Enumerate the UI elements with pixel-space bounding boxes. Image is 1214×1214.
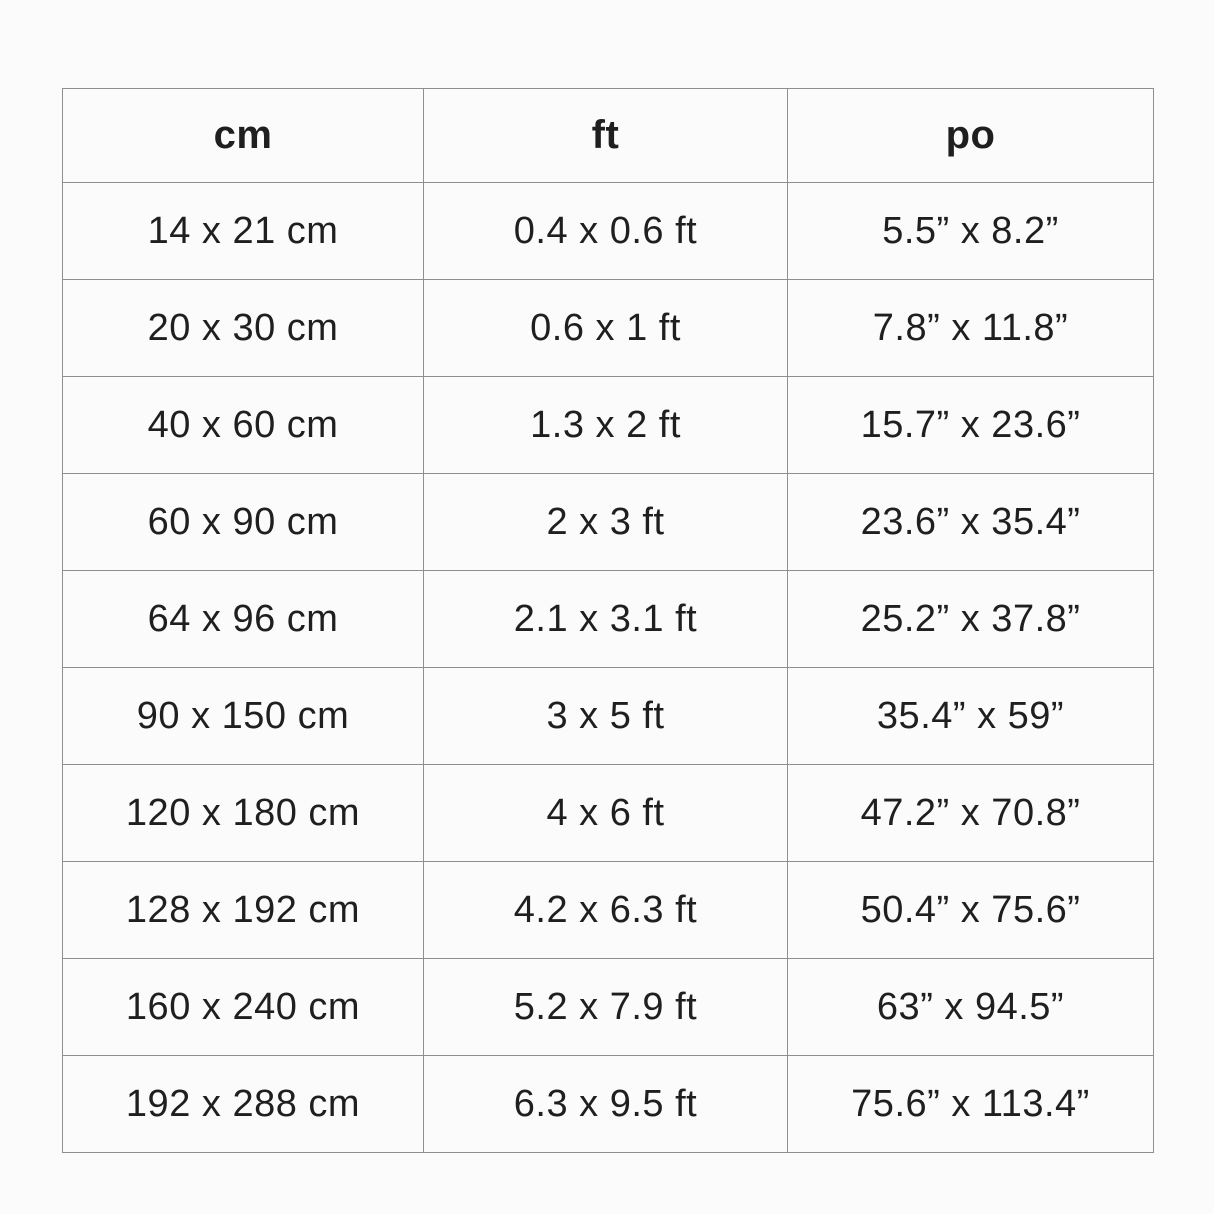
cell-ft: 4 x 6 ft	[424, 765, 788, 862]
table-row	[63, 474, 1154, 571]
cell-ft: 1.3 x 2 ft	[424, 377, 788, 474]
table-row	[63, 765, 1154, 862]
cell-ft: 0.4 x 0.6 ft	[424, 183, 788, 280]
table-row	[63, 862, 1154, 959]
cell-po: 47.2” x 70.8”	[788, 765, 1154, 862]
cell-cm: 20 x 30 cm	[63, 280, 424, 377]
table-row	[63, 959, 1154, 1056]
cell-cm: 64 x 96 cm	[63, 571, 424, 668]
cell-ft: 3 x 5 ft	[424, 668, 788, 765]
cell-ft: 2 x 3 ft	[424, 474, 788, 571]
cell-cm: 40 x 60 cm	[63, 377, 424, 474]
header-row	[63, 89, 1154, 183]
column-header-po: po	[788, 89, 1154, 183]
table-row	[63, 280, 1154, 377]
cell-po: 7.8” x 11.8”	[788, 280, 1154, 377]
cell-po: 25.2” x 37.8”	[788, 571, 1154, 668]
cell-po: 35.4” x 59”	[788, 668, 1154, 765]
cell-cm: 192 x 288 cm	[63, 1056, 424, 1153]
cell-ft: 6.3 x 9.5 ft	[424, 1056, 788, 1153]
cell-cm: 128 x 192 cm	[63, 862, 424, 959]
cell-po: 23.6” x 35.4”	[788, 474, 1154, 571]
cell-ft: 4.2 x 6.3 ft	[424, 862, 788, 959]
table-row	[63, 571, 1154, 668]
cell-cm: 120 x 180 cm	[63, 765, 424, 862]
size-conversion-table	[62, 88, 1154, 1153]
cell-ft: 0.6 x 1 ft	[424, 280, 788, 377]
cell-cm: 160 x 240 cm	[63, 959, 424, 1056]
cell-po: 5.5” x 8.2”	[788, 183, 1154, 280]
cell-cm: 60 x 90 cm	[63, 474, 424, 571]
cell-cm: 90 x 150 cm	[63, 668, 424, 765]
cell-po: 63” x 94.5”	[788, 959, 1154, 1056]
table-row	[63, 377, 1154, 474]
cell-ft: 2.1 x 3.1 ft	[424, 571, 788, 668]
cell-po: 15.7” x 23.6”	[788, 377, 1154, 474]
cell-ft: 5.2 x 7.9 ft	[424, 959, 788, 1056]
cell-po: 50.4” x 75.6”	[788, 862, 1154, 959]
table-row	[63, 1056, 1154, 1153]
cell-cm: 14 x 21 cm	[63, 183, 424, 280]
table-row	[63, 668, 1154, 765]
cell-po: 75.6” x 113.4”	[788, 1056, 1154, 1153]
table-row	[63, 183, 1154, 280]
column-header-cm: cm	[63, 89, 424, 183]
column-header-ft: ft	[424, 89, 788, 183]
